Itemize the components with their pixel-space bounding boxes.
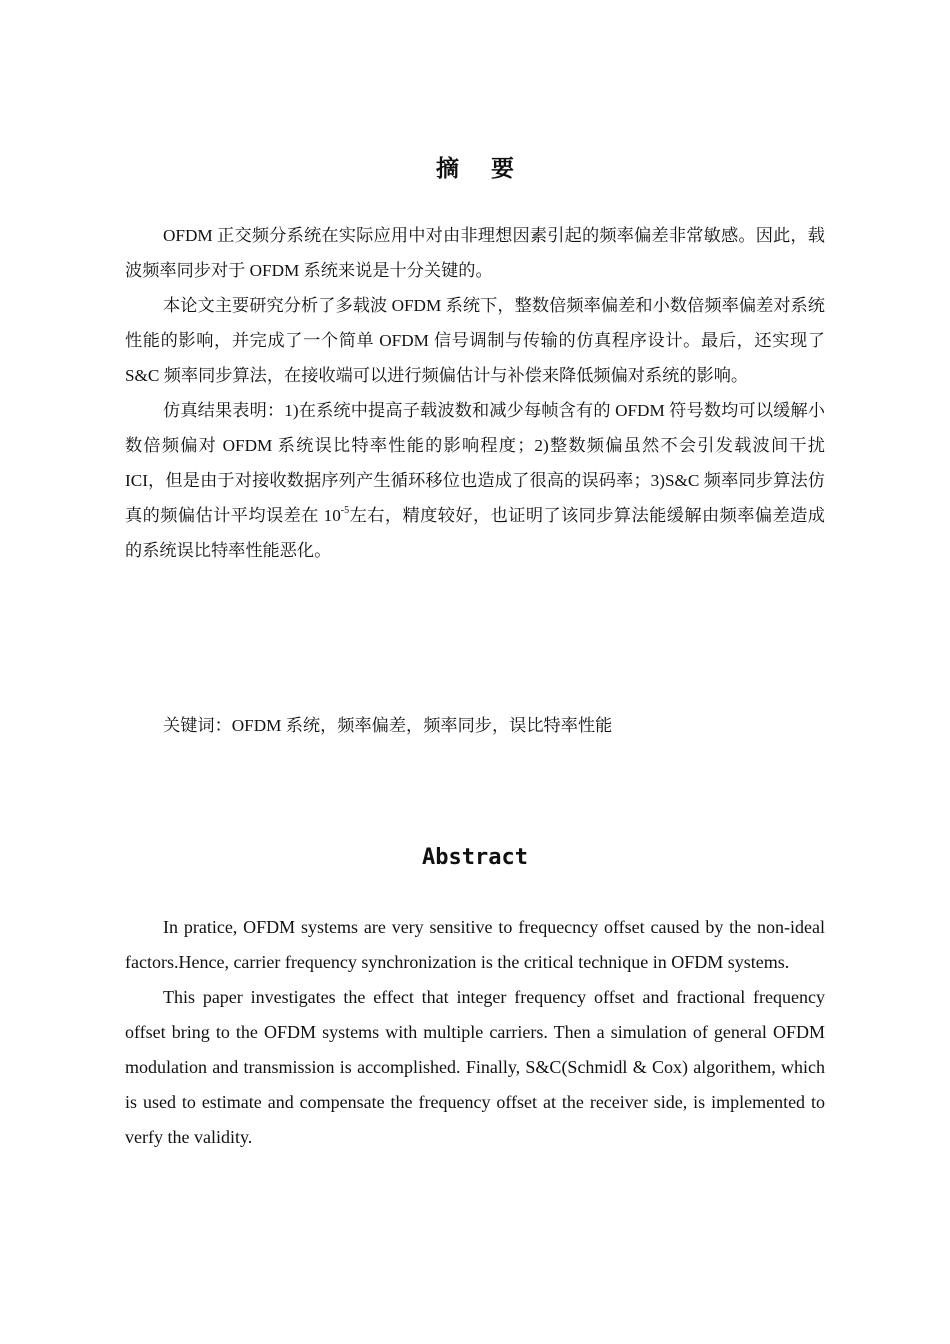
cn-paragraph-2: 本论文主要研究分析了多载波 OFDM 系统下，整数倍频率偏差和小数倍频率偏差对系统性能的影响，并完成了一个简单 OFDM 信号调制与传输的仿真程序设计。最后，还实现了 S&C 频率同步算法，在接收端可以进行频偏估计与补偿来降低频偏对系统的影响。: [125, 296, 825, 385]
en-paragraph-1: In pratice, OFDM systems are very sensitive to frequecncy offset caused by the non-ideal factors.Hence, carrier frequency synchronization is the critical technique in OFDM systems.: [125, 917, 825, 972]
chinese-abstract-title: [125, 150, 825, 183]
keywords-line: 关键词：OFDM 系统，频率偏差，频率同步，误比特率性能: [163, 716, 613, 735]
english-abstract-body: [125, 910, 825, 1155]
cn-p3-text-a: 仿真结果表明：1)在系统中提高子载波数和减少每帧含有的 OFDM 符号数均可以缓解小数倍频偏对 OFDM 系统误比特率性能的影响程度；2)整数频偏虽然不会引发载波间干扰 ICI，但是由于对接收数据序列产生循环移位也造成了很高的误码率；3)S&C 频率同步算法仿真的频偏估计平均误差在 10: [125, 401, 825, 525]
cn-p3-text-b: 左右，精度较好，也证明了该同步算法能缓解由频率偏差造成的系统误比特率性能恶化。: [125, 506, 825, 560]
exponent: -5: [340, 505, 350, 516]
title-char-1: 摘: [436, 156, 459, 182]
en-paragraph-2: This paper investigates the effect that integer frequency offset and fractional frequency offset bring to the OFDM systems with multiple carriers. Then a simulation of general OFDM modulation and transmission is accomplished. Finally, S&C(Schmidl & Cox) algorithem, which is used to estimate and compensate the frequency offset at the receiver side, is implemented to verfy the validity.: [125, 987, 825, 1147]
cn-paragraph-1: OFDM 正交频分系统在实际应用中对由非理想因素引起的频率偏差非常敏感。因此，载波频率同步对于 OFDM 系统来说是十分关键的。: [125, 226, 825, 280]
chinese-abstract-body: [125, 218, 825, 568]
english-abstract-title: Abstract: [422, 845, 528, 870]
title-char-2: 要: [491, 156, 514, 182]
cn-paragraph-3: [125, 393, 825, 568]
